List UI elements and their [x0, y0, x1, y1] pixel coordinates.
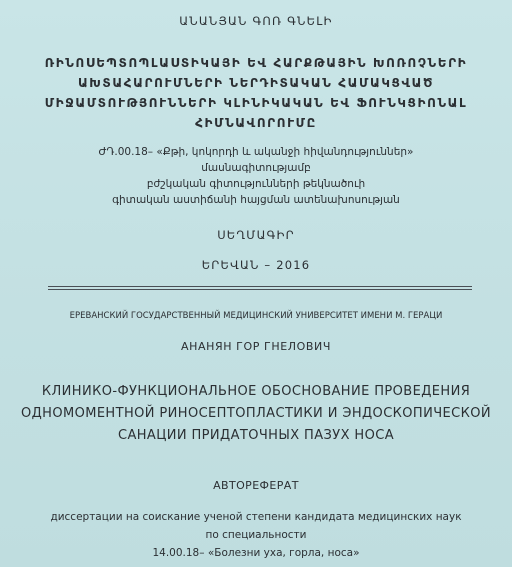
armenian-title-line-2: ԱԽՏԱՀԱՐՈՒՄՆԵՐԻ ՆԵՐԴԻՏԱԿԱՆ ՀԱՄԱԿՑՎԱԾ [77, 76, 435, 90]
russian-abstract-label: АВТОРЕФЕРАТ [213, 479, 299, 492]
russian-title-line-3: САНАЦИИ ПРИДАТОЧНЫХ ПАЗУХ НОСА [117, 428, 394, 443]
armenian-specialty-line-3: բժշկական գիտությունների թեկնածուի [146, 178, 366, 190]
russian-author: АНАНЯН ГОР ГНЕЛОВИЧ [180, 340, 332, 353]
russian-title-line-1: КЛИНИКО-ФУНКЦИОНАЛЬНОЕ ОБОСНОВАНИЕ ПРОВЕДЕНИЯ [41, 384, 471, 399]
russian-university: ЕРЕВАНСКИЙ ГОСУДАРСТВЕННЫЙ МЕДИЦИНСКИЙ УНИВЕРСИТЕТ ИМЕНИ М. ГЕРАЦИ [69, 311, 443, 321]
armenian-city-year: ԵՐԵՎԱՆ – 2016 [201, 258, 311, 272]
section-divider-bottom [48, 289, 472, 290]
armenian-title-line-3: ՄԻՋԱՄՏՈՒԹՅՈՒՆՆԵՐԻ ԿԼԻՆԻԿԱԿԱՆ ԵՎ ՖՈՒՆԿՑԻՈՆԱԼ [44, 96, 468, 110]
russian-dissertation-line-2: по специальности [205, 529, 307, 541]
russian-title-line-2: ОДНОМОМЕНТНОЙ РИНОСЕПТОПЛАСТИКИ И ЭНДОСКОПИЧЕСКОЙ [20, 406, 492, 421]
armenian-abstract-label: ՍԵՂՄԱԳԻՐ [217, 228, 295, 242]
armenian-title-line-1: ՌԻՆՈՍԵՊՏՈՊԼԱՍՏԻԿԱՅԻ ԵՎ ՀԱՐՔԹԱՅԻՆ ԽՈՌՈՉՆԵՐԻ [44, 56, 468, 70]
russian-dissertation-line-3: 14.00.18– «Болезни уха, горла, носа» [152, 547, 360, 559]
armenian-author: ԱՆԱՆՅԱՆ ԳՈՌ ԳՆԵԼԻ [179, 14, 333, 28]
armenian-specialty-line-1: ԺԴ.00.18– «Քթի, կոկորդի և ականջի հիվանդություններ» [98, 146, 414, 158]
armenian-title-line-4: ՀԻՄՆԱՎՈՐՈՒՄԸ [195, 116, 317, 130]
armenian-specialty-line-2: մասնագիտությամբ [201, 162, 311, 174]
armenian-specialty-line-4: գիտական աստիճանի հայցման ատենախոսության [112, 194, 400, 206]
section-divider-top [48, 286, 472, 287]
russian-dissertation-line-1: диссертации на соискание ученой степени кандидата медицинских наук [50, 511, 462, 523]
